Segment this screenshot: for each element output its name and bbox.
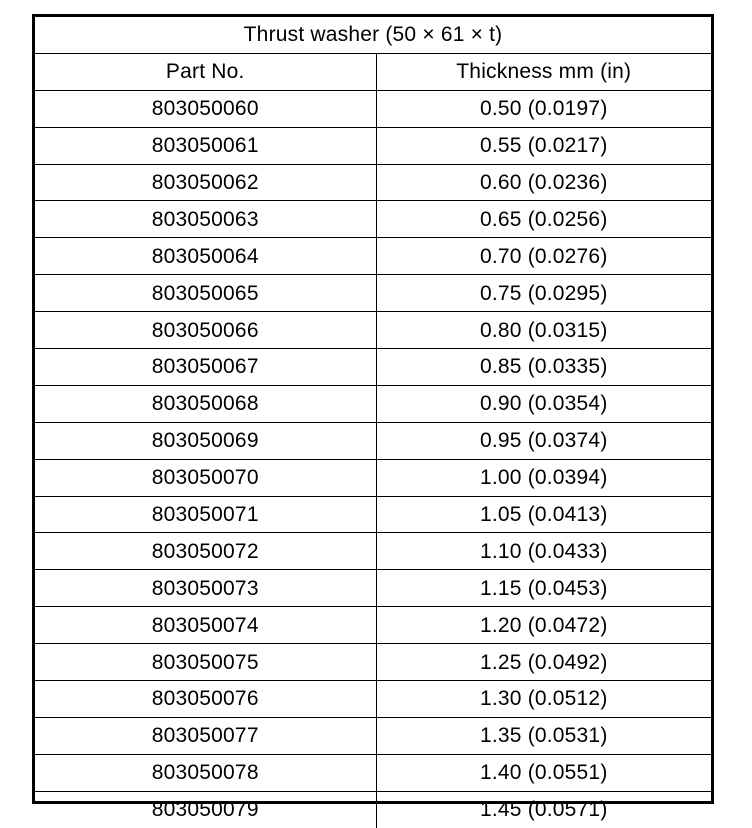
thickness-cell: 0.85 (0.0335) — [376, 349, 711, 386]
thickness-cell: 1.30 (0.0512) — [376, 681, 711, 718]
table-row — [35, 275, 711, 312]
table-row — [35, 164, 711, 201]
thickness-cell: 1.40 (0.0551) — [376, 754, 711, 791]
table-row — [35, 644, 711, 681]
part-number-cell: 803050074 — [35, 607, 376, 644]
part-number-cell: 803050063 — [35, 201, 376, 238]
table-row — [35, 312, 711, 349]
column-header-part-no: Part No. — [35, 53, 376, 90]
part-number-cell: 803050072 — [35, 533, 376, 570]
table-row — [35, 385, 711, 422]
part-number-cell: 803050075 — [35, 644, 376, 681]
part-number-cell: 803050070 — [35, 459, 376, 496]
part-number-cell: 803050077 — [35, 717, 376, 754]
table-row — [35, 607, 711, 644]
part-number-cell: 803050061 — [35, 127, 376, 164]
thickness-cell: 1.45 (0.0571) — [376, 791, 711, 827]
table-title-row — [35, 17, 711, 53]
thickness-cell: 0.95 (0.0374) — [376, 422, 711, 459]
column-header-row — [35, 53, 711, 90]
table-row — [35, 201, 711, 238]
table-row — [35, 459, 711, 496]
table-row — [35, 90, 711, 127]
thickness-cell: 1.10 (0.0433) — [376, 533, 711, 570]
part-number-cell: 803050076 — [35, 681, 376, 718]
thrust-washer-table-frame — [32, 14, 714, 822]
table-row — [35, 238, 711, 275]
thickness-cell: 1.25 (0.0492) — [376, 644, 711, 681]
table-title: Thrust washer (50 × 61 × t) — [35, 17, 711, 53]
thickness-cell: 0.70 (0.0276) — [376, 238, 711, 275]
thickness-cell: 0.65 (0.0256) — [376, 201, 711, 238]
table-row — [35, 791, 711, 827]
thickness-cell: 0.75 (0.0295) — [376, 275, 711, 312]
thickness-cell: 0.50 (0.0197) — [376, 90, 711, 127]
thickness-cell: 1.15 (0.0453) — [376, 570, 711, 607]
table-row — [35, 127, 711, 164]
thrust-washer-table — [35, 17, 711, 828]
part-number-cell: 803050062 — [35, 164, 376, 201]
thickness-cell: 1.35 (0.0531) — [376, 717, 711, 754]
table-row — [35, 496, 711, 533]
part-number-cell: 803050069 — [35, 422, 376, 459]
column-header-thickness: Thickness mm (in) — [376, 53, 711, 90]
thickness-cell: 1.00 (0.0394) — [376, 459, 711, 496]
part-number-cell: 803050078 — [35, 754, 376, 791]
part-number-cell: 803050060 — [35, 90, 376, 127]
table-row — [35, 570, 711, 607]
part-number-cell: 803050066 — [35, 312, 376, 349]
part-number-cell: 803050064 — [35, 238, 376, 275]
part-number-cell: 803050079 — [35, 791, 376, 827]
thickness-cell: 0.90 (0.0354) — [376, 385, 711, 422]
thickness-cell: 1.05 (0.0413) — [376, 496, 711, 533]
thickness-cell: 1.20 (0.0472) — [376, 607, 711, 644]
table-row — [35, 754, 711, 791]
thickness-cell: 0.60 (0.0236) — [376, 164, 711, 201]
part-number-cell: 803050071 — [35, 496, 376, 533]
thickness-cell: 0.80 (0.0315) — [376, 312, 711, 349]
part-number-cell: 803050068 — [35, 385, 376, 422]
table-row — [35, 422, 711, 459]
part-number-cell: 803050065 — [35, 275, 376, 312]
table-row — [35, 717, 711, 754]
table-row — [35, 349, 711, 386]
table-header — [35, 17, 711, 90]
table-row — [35, 681, 711, 718]
table-body — [35, 90, 711, 827]
part-number-cell: 803050073 — [35, 570, 376, 607]
part-number-cell: 803050067 — [35, 349, 376, 386]
table-row — [35, 533, 711, 570]
thickness-cell: 0.55 (0.0217) — [376, 127, 711, 164]
